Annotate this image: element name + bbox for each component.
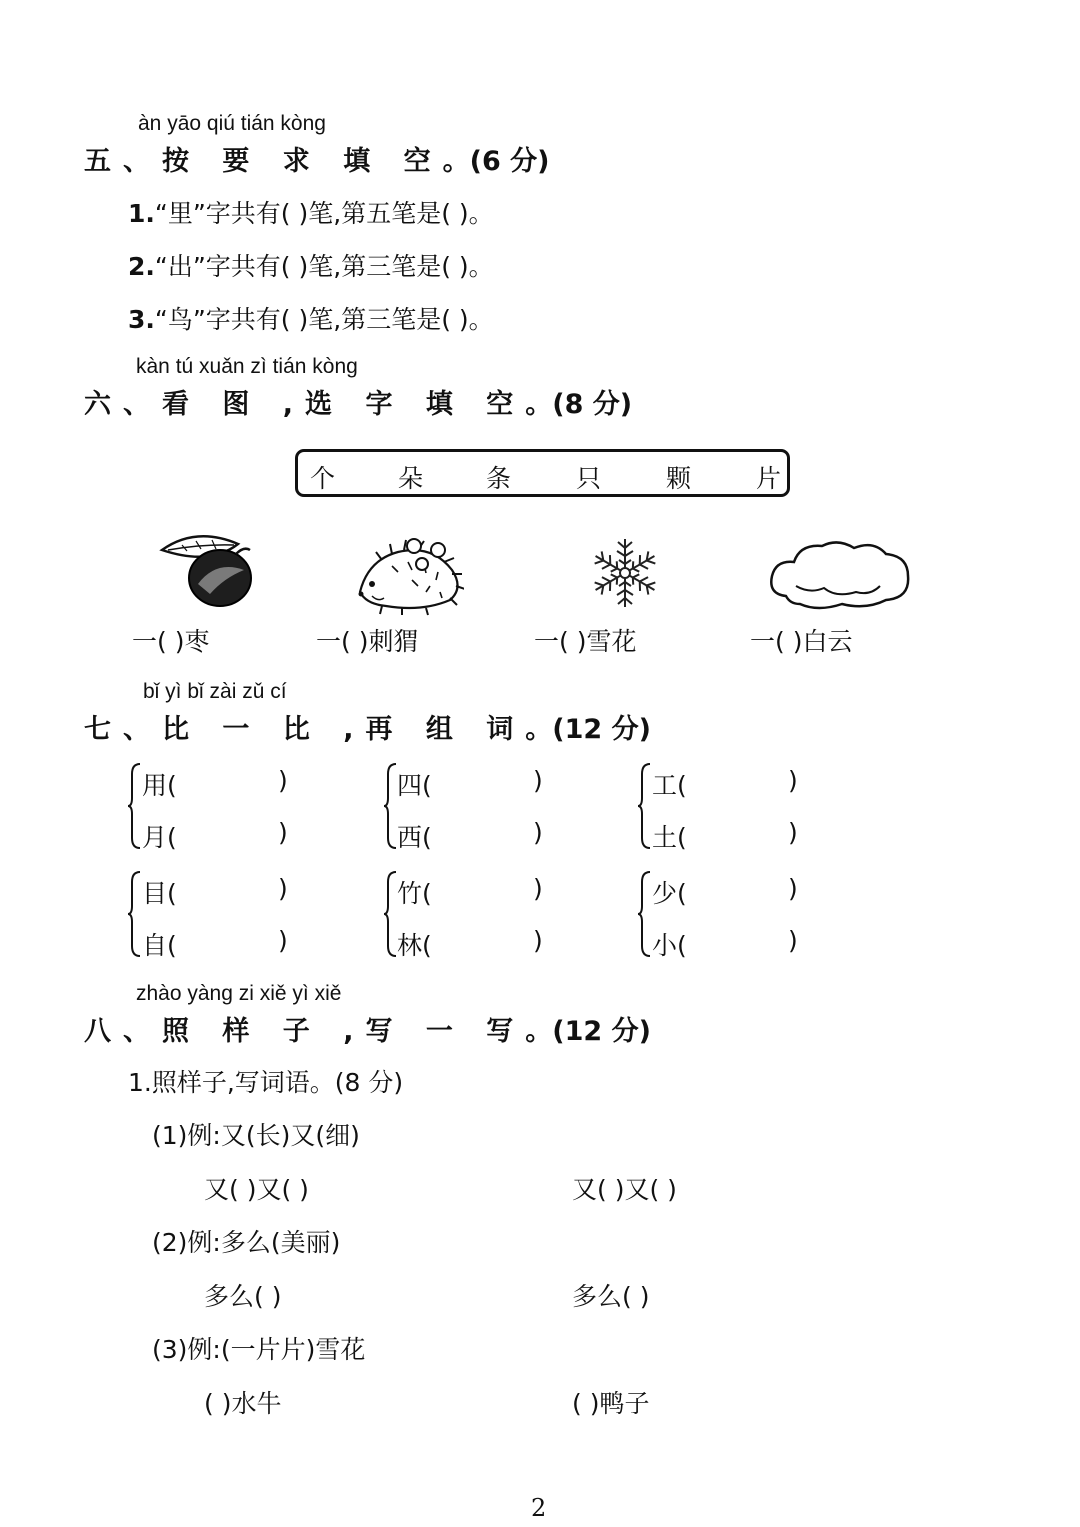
section5-pinyin: àn yāo qiú tián kòng <box>138 112 326 135</box>
compare-close: ) <box>278 926 288 955</box>
compare-close: ) <box>533 818 543 847</box>
fill-blank-hedgehog: 一( )刺猬 <box>316 627 419 656</box>
compare-word: 月( <box>142 823 177 852</box>
section8-score: 。(12 分) <box>525 1016 651 1047</box>
section6-heading <box>84 382 632 421</box>
brace-icon <box>638 762 652 850</box>
section6-pinyin: kàn tú xuǎn zì tián kòng <box>136 355 358 378</box>
compare-word: 少( <box>652 879 687 908</box>
word-choice: 只 <box>576 464 602 493</box>
compare-close: ) <box>278 874 288 903</box>
brace-icon <box>638 870 652 958</box>
compare-word: 工( <box>652 771 687 800</box>
fill-blank-cloud: 一( )白云 <box>750 627 853 656</box>
jujube-icon <box>158 532 258 610</box>
exercise-3-left: ( )水牛 <box>204 1389 282 1418</box>
compare-close: ) <box>278 818 288 847</box>
word-choice: 个 <box>310 464 336 493</box>
example-3: (3)例:(一片片)雪花 <box>152 1335 366 1364</box>
section8-sub1: 1.照样子,写词语。(8 分) <box>128 1068 404 1097</box>
hedgehog-icon <box>352 534 464 616</box>
section5-item-3: 3.“鸟”字共有( )笔,第三笔是( )。 <box>128 305 494 334</box>
word-choice: 颗 <box>666 464 692 493</box>
exercise-2-left: 多么( ) <box>204 1282 282 1311</box>
compare-word: 林( <box>397 931 432 960</box>
compare-close: ) <box>788 926 798 955</box>
word-choice-box <box>295 449 790 497</box>
compare-word: 竹( <box>397 879 432 908</box>
compare-close: ) <box>278 766 288 795</box>
fill-blank-snowflake: 一( )雪花 <box>534 627 637 656</box>
compare-close: ) <box>533 874 543 903</box>
section5-score: 。(6 分) <box>442 146 550 177</box>
compare-word: 自( <box>142 931 177 960</box>
section8-heading <box>84 1009 651 1048</box>
compare-word: 小( <box>652 931 687 960</box>
brace-icon <box>128 870 142 958</box>
compare-close: ) <box>788 818 798 847</box>
snowflake-icon <box>588 536 662 610</box>
section6-score: 。(8 分) <box>525 389 633 420</box>
page-number: 2 <box>531 1494 547 1522</box>
section8-pinyin: zhào yàng zi xiě yì xiě <box>136 982 342 1005</box>
word-choice: 片 <box>756 464 782 493</box>
compare-close: ) <box>788 874 798 903</box>
section8-title: 八、照 样 子 ,写 一 写 <box>84 1016 526 1047</box>
section7-heading <box>84 707 651 746</box>
compare-word: 用( <box>142 771 177 800</box>
example-2: (2)例:多么(美丽) <box>152 1228 341 1257</box>
compare-word: 土( <box>652 823 687 852</box>
exercise-3-right: ( )鸭子 <box>572 1389 650 1418</box>
section5-item-1: 1.“里”字共有( )笔,第五笔是( )。 <box>128 199 494 228</box>
compare-word: 西( <box>397 823 432 852</box>
section5-title: 五、按 要 求 填 空 <box>84 146 443 177</box>
compare-close: ) <box>533 926 543 955</box>
brace-icon <box>384 762 398 850</box>
cloud-icon <box>766 536 914 612</box>
section7-pinyin: bǐ yì bǐ zài zǔ cí <box>143 680 287 703</box>
section7-score: 。(12 分) <box>525 714 651 745</box>
example-1: (1)例:又(长)又(细) <box>152 1121 360 1150</box>
section7-title: 七、比 一 比 ,再 组 词 <box>84 714 526 745</box>
brace-icon <box>384 870 398 958</box>
section6-title: 六、看 图 ,选 字 填 空 <box>84 389 526 420</box>
compare-word: 四( <box>397 771 432 800</box>
compare-close: ) <box>533 766 543 795</box>
compare-close: ) <box>788 766 798 795</box>
compare-word: 目( <box>142 879 177 908</box>
word-choice: 条 <box>486 464 512 493</box>
word-choice: 朵 <box>398 464 424 493</box>
fill-blank-jujube: 一( )枣 <box>132 627 210 656</box>
section5-item-2: 2.“出”字共有( )笔,第三笔是( )。 <box>128 252 494 281</box>
exercise-2-right: 多么( ) <box>572 1282 650 1311</box>
exercise-1-left: 又( )又( ) <box>204 1175 309 1204</box>
brace-icon <box>128 762 142 850</box>
exercise-1-right: 又( )又( ) <box>572 1175 677 1204</box>
section5-heading <box>84 139 549 178</box>
